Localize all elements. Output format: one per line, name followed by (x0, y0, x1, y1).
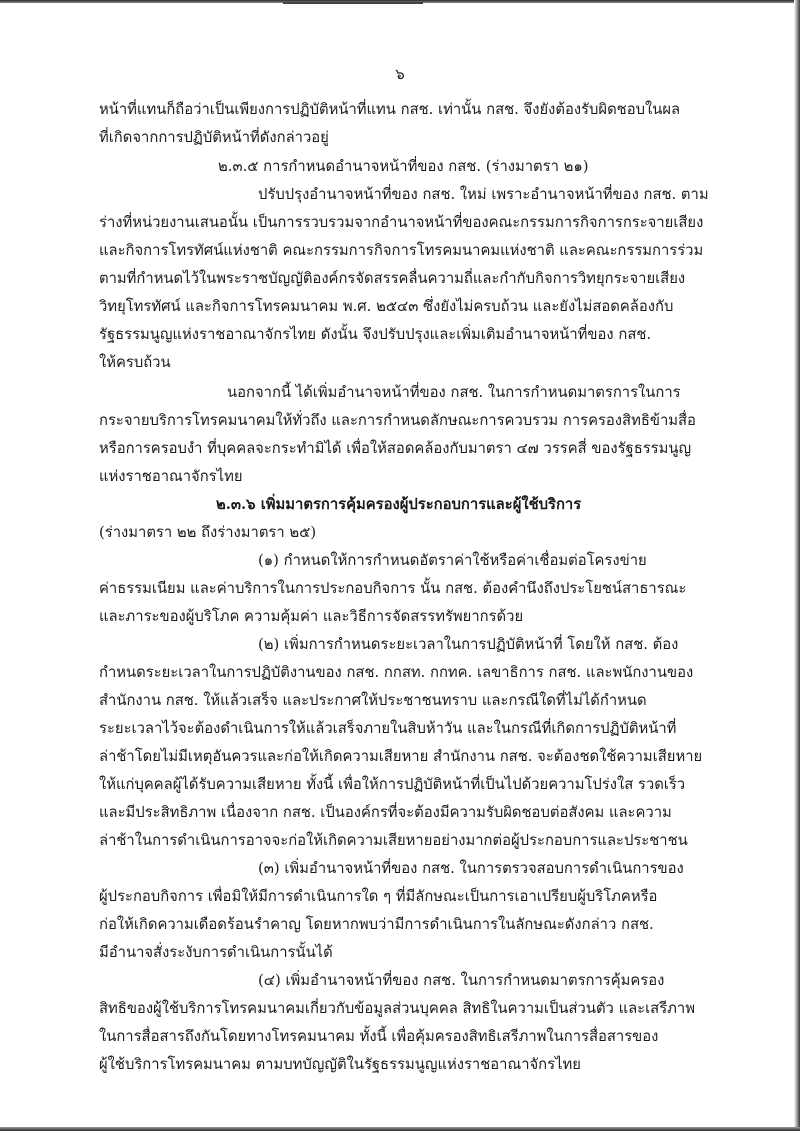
paragraph-line: หรือการครอบงำ ที่บุคคลจะกระทำมิได้ เพื่อให้สอดคล้องกับมาตรา ๔๗ วรรคสี่ ของรัฐธรรมนูญ (99, 440, 692, 457)
paragraph-line: ให้ครบถ้วน (99, 354, 171, 371)
item-1-line: และภาระของผู้บริโภค ความคุ้มค่า และวิธีการจัดสรรทรัพยากรด้วย (99, 608, 524, 625)
item-2-line: (๒) เพิ่มการกำหนดระยะเวลาในการปฏิบัติหน้าที่ โดยให้ กสช. ต้อง (258, 636, 679, 653)
page-number: ๖ (395, 65, 405, 83)
item-1-line: ค่าธรรมเนียม และค่าบริการในการประกอบกิจการ นั้น กสช. ต้องคำนึงถึงประโยชน์สาธารณะ (99, 580, 687, 597)
scan-edge-right (794, 0, 800, 1131)
item-4-line: (๔) เพิ่มอำนาจหน้าที่ของ กสช. ในการกำหนดมาตรการคุ้มครอง (258, 972, 665, 989)
item-2-line: ให้แก่บุคคลผู้ได้รับความเสียหาย ทั้งนี้ เพื่อให้การปฏิบัติหน้าที่เป็นไปด้วยความโปร่งใส รวดเร็ว (99, 776, 686, 793)
item-3-line: (๓) เพิ่มอำนาจหน้าที่ของ กสช. ในการตรวจสอบการดำเนินการของ (258, 860, 684, 877)
paragraph-line: ปรับปรุงอำนาจหน้าที่ของ กสช. ใหม่ เพราะอำนาจหน้าที่ของ กสช. ตาม (258, 186, 709, 203)
top-rule (283, 2, 423, 4)
item-2-line: และมีประสิทธิภาพ เนื่องจาก กสช. เป็นองค์กรที่จะต้องมีความรับผิดชอบต่อสังคม และความ (99, 804, 672, 821)
item-2-line: กำหนดระยะเวลาในการปฏิบัติงานของ กสช. กกสท. กกทค. เลขาธิการ กสช. และพนักงานของ (99, 664, 694, 681)
item-2-line: ล่าช้าในการดำเนินการอาจจะก่อให้เกิดความเสียหายอย่างมากต่อผู้ประกอบการและประชาชน (99, 832, 688, 849)
paragraph-line: และกิจการโทรทัศน์แห่งชาติ คณะกรรมการกิจการโทรคมนาคมแห่งชาติ และคณะกรรมการร่วม (99, 242, 704, 259)
item-3-line: มีอำนาจสั่งระงับการดำเนินการนั้นได้ (99, 944, 333, 961)
section-heading-2-3-6: ๒.๓.๖ เพิ่มมาตรการคุ้มครองผู้ประกอบการและผู้ใช้บริการ (216, 496, 582, 513)
paragraph-line: นอกจากนี้ ได้เพิ่มอำนาจหน้าที่ของ กสช. ในการกำหนดมาตรการในการ (227, 384, 681, 401)
scan-edge-bottom (0, 1127, 800, 1131)
paragraph-line: ตามที่กำหนดไว้ในพระราชบัญญัติองค์กรจัดสรรคลื่นความถี่และกำกับกิจการวิทยุกระจายเสียง (99, 270, 686, 287)
paragraph-line: แห่งราชอาณาจักรไทย (99, 468, 243, 485)
item-4-line: สิทธิของผู้ใช้บริการโทรคมนาคมเกี่ยวกับข้อมูลส่วนบุคคล สิทธิในความเป็นส่วนตัว และเสรีภาพ (99, 1000, 695, 1017)
paragraph-line: หน้าที่แทนก็ถือว่าเป็นเพียงการปฏิบัติหน้าที่แทน กสช. เท่านั้น กสช. จึงยังต้องรับผิดชอบในผล (99, 101, 681, 118)
section-heading-2-3-5: ๒.๓.๕ การกำหนดอำนาจหน้าที่ของ กสช. (ร่างมาตรา ๒๑) (218, 158, 589, 175)
item-2-line: ระยะเวลาไว้จะต้องดำเนินการให้แล้วเสร็จภายในสิบห้าวัน และในกรณีที่เกิดการปฏิบัติหน้าที่ (99, 720, 677, 737)
item-4-line: ผู้ใช้บริการโทรคมนาคม ตามบทบัญญัติในรัฐธรรมนูญแห่งราชอาณาจักรไทย (99, 1056, 581, 1073)
paragraph-line: กระจายบริการโทรคมนาคมให้ทั่วถึง และการกำหนดลักษณะการควบรวม การครองสิทธิข้ามสื่อ (99, 412, 696, 429)
paragraph-line: รัฐธรรมนูญแห่งราชอาณาจักรไทย ดังนั้น จึงปรับปรุงและเพิ่มเติมอำนาจหน้าที่ของ กสช. (99, 326, 652, 343)
paragraph-line: ที่เกิดจากการปฏิบัติหน้าที่ดังกล่าวอยู่ (99, 129, 329, 146)
item-2-line: สำนักงาน กสช. ให้แล้วเสร็จ และประกาศให้ประชาชนทราบ และกรณีใดที่ไม่ได้กำหนด (99, 692, 647, 709)
item-3-line: ผู้ประกอบกิจการ เพื่อมิให้มีการดำเนินการใด ๆ ที่มีลักษณะเป็นการเอาเปรียบผู้บริโภคหรือ (99, 888, 658, 905)
item-2-line: ล่าช้าโดยไม่มีเหตุอันควรและก่อให้เกิดความเสียหาย สำนักงาน กสช. จะต้องชดใช้ความเสียหาย (99, 748, 703, 765)
item-4-line: ในการสื่อสารถึงกันโดยทางโทรคมนาคม ทั้งนี้ เพื่อคุ้มครองสิทธิเสรีภาพในการสื่อสารของ (99, 1028, 659, 1045)
paragraph-line: วิทยุโทรทัศน์ และกิจการโทรคมนาคม พ.ศ. ๒๕๔๓ ซึ่งยังไม่ครบถ้วน และยังไม่สอดคล้องกับ (99, 298, 674, 315)
item-3-line: ก่อให้เกิดความเดือดร้อนรำคาญ โดยหากพบว่ามีการดำเนินการในลักษณะดังกล่าว กสช. (99, 916, 654, 933)
item-1-line: (๑) กำหนดให้การกำหนดอัตราค่าใช้หรือค่าเชื่อมต่อโครงข่าย (258, 552, 647, 569)
section-heading-2-3-6-ref: (ร่างมาตรา ๒๒ ถึงร่างมาตรา ๒๕) (99, 524, 317, 541)
paragraph-line: ร่างที่หน่วยงานเสนอนั้น เป็นการรวบรวมจากอำนาจหน้าที่ของคณะกรรมการกิจการกระจายเสียง (99, 214, 704, 231)
